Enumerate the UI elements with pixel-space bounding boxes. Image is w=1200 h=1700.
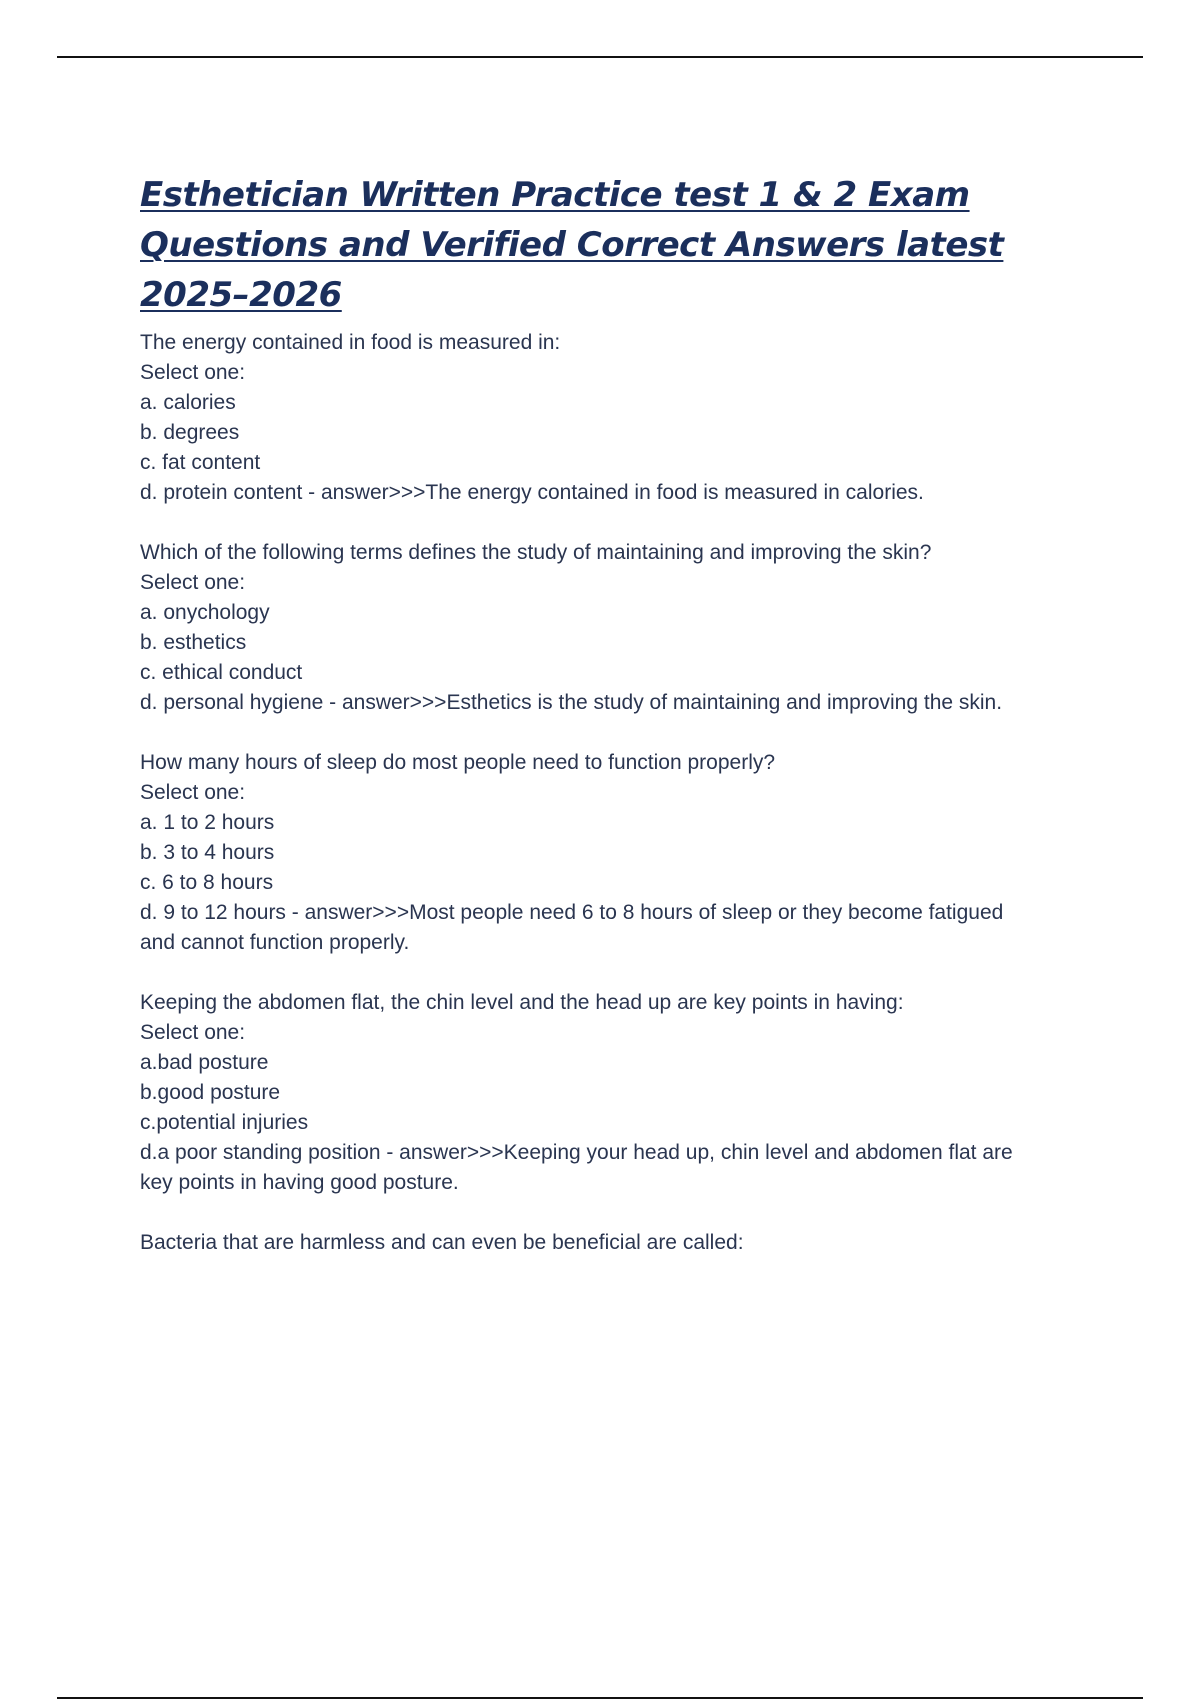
option-c: c. 6 to 8 hours [140,871,274,894]
option-a: a. onychology [140,601,270,624]
option-b: b. 3 to 4 hours [140,841,275,864]
question-text: The energy contained in food is measured in: [140,331,561,354]
option-d-with-answer: d.a poor standing position - answer>>>Keeping your head up, chin level and abdomen flat are key points in having good posture. [140,1141,1013,1194]
option-c: c.potential injuries [140,1111,309,1134]
option-b: b. degrees [140,421,240,444]
option-b: b. esthetics [140,631,247,654]
select-prompt: Select one: [140,781,246,804]
option-a: a. calories [140,391,236,414]
option-d-with-answer: d. personal hygiene - answer>>>Esthetics is the study of maintaining and improving the skin. [140,691,1003,714]
question-text: How many hours of sleep do most people need to function properly? [140,751,776,774]
select-prompt: Select one: [140,571,246,594]
question-block [140,328,1040,508]
select-prompt: Select one: [140,361,246,384]
top-rule [57,56,1143,58]
document-title: Esthetician Written Practice test 1 & 2 Exam Questions and Verified Correct Answers latest 2025–2026 [140,175,1004,315]
question-block [140,538,1040,718]
bottom-rule [57,1697,1143,1699]
option-d-with-answer: d. protein content - answer>>>The energy contained in food is measured in calories. [140,481,924,504]
select-prompt: Select one: [140,1021,246,1044]
document-body [140,170,1040,1288]
question-text: Keeping the abdomen flat, the chin level and the head up are key points in having: [140,991,904,1014]
question-text: Bacteria that are harmless and can even be beneficial are called: [140,1231,744,1254]
option-c: c. fat content [140,451,261,474]
option-b: b.good posture [140,1081,281,1104]
question-text: Which of the following terms defines the study of maintaining and improving the skin? [140,541,932,564]
question-block [140,1228,1040,1258]
option-d-with-answer: d. 9 to 12 hours - answer>>>Most people need 6 to 8 hours of sleep or they become fatigued and cannot function properly. [140,901,1004,954]
question-block [140,988,1040,1198]
question-block [140,748,1040,958]
option-c: c. ethical conduct [140,661,303,684]
option-a: a.bad posture [140,1051,269,1074]
option-a: a. 1 to 2 hours [140,811,275,834]
